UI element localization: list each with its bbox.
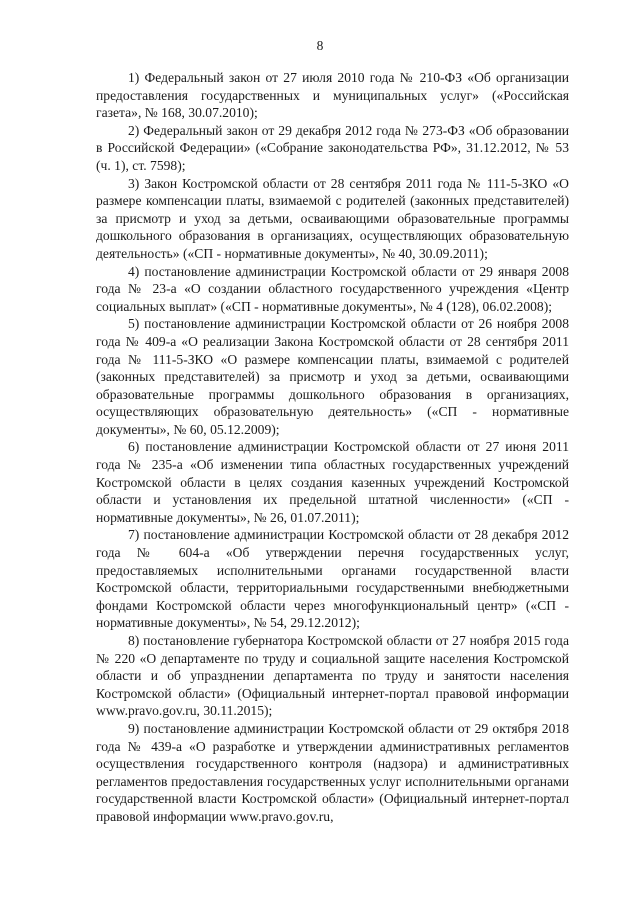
page-number: 8 — [316, 38, 324, 53]
list-item-6: 6) постановление администрации Костромской области от 27 июня 2011 года № 235-а «Об изменении типа областных государственных учреждений Костромской области в целях создания казенных учреждений Костромской области и установления их предельной штатной численности» («СП - нормативные документы», № 26, 01.07.2011); — [96, 439, 569, 525]
list-item-4: 4) постановление администрации Костромской области от 29 января 2008 года № 23-а «О создании областного государственного учреждения «Центр социальных выплат» («СП - нормативные документы», № 4 (128), 06.02.2008); — [96, 263, 569, 314]
list-item-9: 9) постановление администрации Костромской области от 29 октября 2018 года № 439-а «О разработке и утверждении административных регламентов осуществления государственного контроля (надзора) и административных регламентов предоставления государственных услуг исполнительными органами государственной власти Костромской области» (Официальный интернет-портал правовой информации www.pravo.gov.ru, — [96, 720, 569, 824]
list-item-2: 2) Федеральный закон от 29 декабря 2012 года № 273-ФЗ «Об образовании в Российской Федерации» («Собрание законодательства РФ», 31.12.2012, № 53 (ч. 1), ст. 7598); — [96, 122, 569, 173]
list-item-1: 1) Федеральный закон от 27 июля 2010 года № 210-ФЗ «Об организации предоставления государственных и муниципальных услуг» («Российская газета», № 168, 30.07.2010); — [96, 70, 569, 121]
list-item-8: 8) постановление губернатора Костромской области от 27 ноября 2015 года № 220 «О департаменте по труду и социальной защите населения Костромской области и об упразднении департамента по труду и занятости населения Костромской области» (Официальный интернет-портал правовой информации www.pravo.gov.ru, 30.11.2015); — [96, 633, 569, 719]
list-item-3: 3) Закон Костромской области от 28 сентября 2011 года № 111-5-ЗКО «О размере компенсации платы, взимаемой с родителей (законных представителей) за присмотр и уход за детьми, осваивающими образовательные программы дошкольного образования в организациях, осуществляющих образовательную деятельность» («СП - нормативные документы», № 40, 30.09.2011); — [96, 175, 569, 261]
document-body — [96, 69, 569, 826]
list-item-5: 5) постановление администрации Костромской области от 26 ноября 2008 года № 409-а «О реализации Закона Костромской области от 28 сентября 2011 года № 111-5-ЗКО «О размере компенсации платы, взимаемой с родителей (законных представителей) за присмотр и уход за детьми, осваивающими образовательные программы дошкольного образования в организациях, осуществляющих образовательную деятельность» («СП - нормативные документы», № 60, 05.12.2009); — [96, 316, 569, 437]
list-item-7: 7) постановление администрации Костромской области от 28 декабря 2012 года № 604-а «Об утверждении перечня государственных услуг, предоставляемых исполнительными органами государственной власти Костромской области, территориальными государственными внебюджетными фондами Костромской области через многофункциональный центр» («СП - нормативные документы», № 54, 29.12.2012); — [96, 527, 569, 631]
